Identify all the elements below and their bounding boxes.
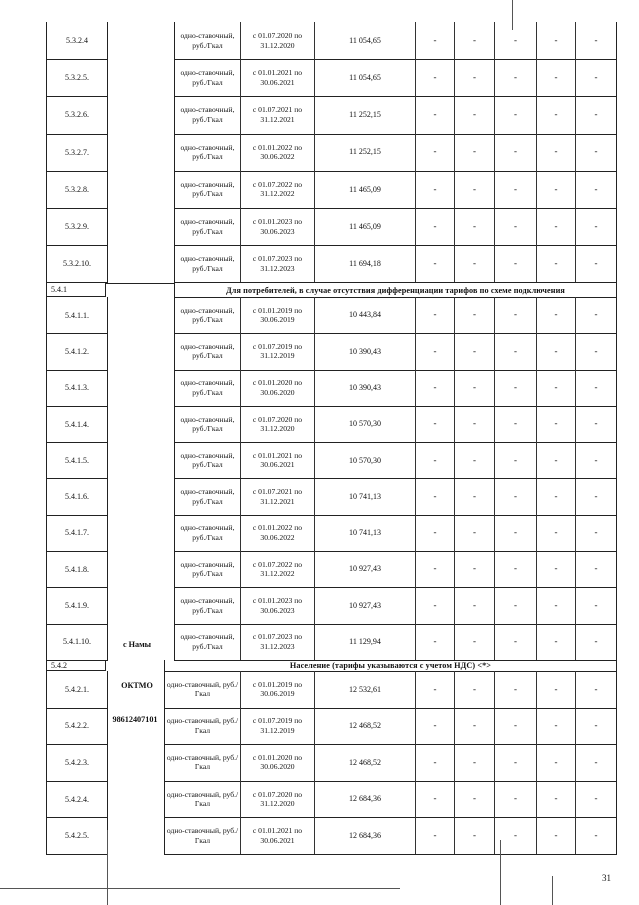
dash-cell: - <box>537 96 576 133</box>
dash-cell: - <box>455 587 495 623</box>
tariff-value: 10 570,30 <box>315 406 416 442</box>
dash-cell: - <box>537 245 576 282</box>
dash-cell: - <box>455 134 495 171</box>
dash-cell: - <box>537 587 576 623</box>
section-title: Население (тарифы указываются с учетом НДС) <*> <box>164 660 617 672</box>
row-code: 5.4.1.2. <box>46 333 108 370</box>
dash-cell: - <box>416 708 455 745</box>
dash-cell: - <box>495 297 537 333</box>
dash-cell: - <box>455 370 495 406</box>
dash-cell: - <box>455 96 495 133</box>
dash-cell: - <box>537 208 576 245</box>
tariff-period: с 01.01.2022 по 30.06.2022 <box>241 134 315 171</box>
scan-line <box>0 888 400 889</box>
tariff-type: одно-ставочный, руб./Гкал <box>175 551 241 587</box>
dash-cell: - <box>594 418 598 429</box>
dash-cell: - <box>416 587 455 623</box>
dash-cell: - <box>495 708 537 745</box>
table-row <box>174 22 617 60</box>
dash-cell: - <box>537 479 576 515</box>
table-row <box>174 479 617 516</box>
dash-cell: - <box>495 781 537 818</box>
dash-cell: - <box>594 258 598 269</box>
dash-cell: - <box>455 208 495 245</box>
dash-cell: - <box>416 59 455 96</box>
tariff-period: с 01.01.2023 по 30.06.2023 <box>241 587 315 623</box>
locality-label: с Намы <box>122 640 152 649</box>
dash-cell: - <box>455 624 495 660</box>
dash-cell: - <box>594 756 598 767</box>
dash-cell: - <box>537 551 576 587</box>
section-code: 5.4.2 <box>46 660 106 671</box>
table-row <box>174 406 617 443</box>
section-title: Для потребителей, в случае отсутствия дифференциации тарифов по схеме подключения <box>174 283 617 298</box>
dash-cell: - <box>537 442 576 478</box>
row-code: 5.4.1.4. <box>46 406 108 443</box>
dash-cell: - <box>594 381 598 392</box>
dash-cell: - <box>495 245 537 282</box>
table-row <box>164 817 617 855</box>
dash-cell: - <box>416 96 455 133</box>
tariff-period: с 01.01.2023 по 30.06.2023 <box>241 208 315 245</box>
dash-cell: - <box>455 333 495 369</box>
row-code: 5.4.2.5. <box>46 817 108 855</box>
row-code: 5.4.1.7. <box>46 515 108 552</box>
dash-cell: - <box>594 793 598 804</box>
tariff-value: 11 465,09 <box>315 208 416 245</box>
dash-cell: - <box>416 515 455 551</box>
dash-cell: - <box>416 208 455 245</box>
tariff-type: одно-ставочный, руб./Гкал <box>175 245 241 282</box>
scan-line <box>512 0 513 30</box>
dash-cell: - <box>416 134 455 171</box>
row-code: 5.4.1.8. <box>46 551 108 588</box>
oktmo-label: ОКТМО <box>121 681 153 690</box>
row-code: 5.3.2.4 <box>46 22 108 60</box>
tariff-value: 10 741,13 <box>315 479 416 515</box>
dash-cell: - <box>416 479 455 515</box>
dash-cell: - <box>594 829 598 840</box>
tariff-value: 10 927,43 <box>315 587 416 623</box>
tariff-type: одно-ставочный, руб./Гкал <box>175 333 241 369</box>
tariff-type: одно-ставочный, руб./Гкал <box>175 442 241 478</box>
table-row <box>174 245 617 283</box>
table-row <box>164 671 617 709</box>
dash-cell: - <box>455 297 495 333</box>
tariff-value: 11 054,65 <box>315 59 416 96</box>
tariff-value: 12 532,61 <box>315 671 416 708</box>
dash-cell: - <box>537 406 576 442</box>
dash-cell: - <box>495 551 537 587</box>
tariff-period: с 01.07.2019 по 31.12.2019 <box>241 708 315 745</box>
tariff-value: 11 252,15 <box>315 96 416 133</box>
scan-line <box>552 876 553 905</box>
row-code: 5.3.2.9. <box>46 208 108 246</box>
dash-cell: - <box>495 208 537 245</box>
tariff-period: с 01.01.2020 по 30.06.2020 <box>241 370 315 406</box>
table-row <box>174 96 617 134</box>
tariff-period: с 01.07.2021 по 31.12.2021 <box>241 479 315 515</box>
dash-cell: - <box>416 624 455 660</box>
table-row <box>174 370 617 407</box>
table-row <box>174 515 617 552</box>
dash-cell: - <box>416 297 455 333</box>
tariff-type: одно-ставочный, руб./Гкал <box>175 587 241 623</box>
tariff-value: 12 468,52 <box>315 708 416 745</box>
dash-cell: - <box>594 563 598 574</box>
tariff-period: с 01.01.2021 по 30.06.2021 <box>241 59 315 96</box>
dash-cell: - <box>594 683 598 694</box>
tariff-period: с 01.07.2023 по 31.12.2023 <box>241 624 315 660</box>
row-code: 5.4.2.1. <box>46 671 108 709</box>
dash-cell: - <box>594 345 598 356</box>
tariff-period: с 01.01.2019 по 30.06.2019 <box>241 671 315 708</box>
row-code: 5.3.2.8. <box>46 171 108 209</box>
dash-cell: - <box>594 183 598 194</box>
dash-cell: - <box>537 297 576 333</box>
tariff-period: с 01.07.2022 по 31.12.2022 <box>241 171 315 208</box>
tariff-period: с 01.07.2020 по 31.12.2020 <box>241 406 315 442</box>
dash-cell: - <box>455 22 495 59</box>
dash-cell: - <box>537 781 576 818</box>
tariff-period: с 01.01.2021 по 30.06.2021 <box>241 817 315 854</box>
row-code: 5.3.2.7. <box>46 134 108 172</box>
row-code: 5.4.2.2. <box>46 708 108 746</box>
tariff-type: одно-ставочный, руб./Гкал <box>175 134 241 171</box>
tariff-type: одно-ставочный, руб./Гкал <box>165 817 241 854</box>
dash-cell: - <box>537 370 576 406</box>
tariff-period: с 01.07.2020 по 31.12.2020 <box>241 781 315 818</box>
row-code: 5.4.2.4. <box>46 781 108 819</box>
page-number: 31 <box>602 873 611 883</box>
dash-cell: - <box>537 817 576 854</box>
row-code: 5.4.2.3. <box>46 744 108 782</box>
tariff-value: 11 054,65 <box>315 22 416 59</box>
dash-cell: - <box>594 490 598 501</box>
section-divider <box>106 283 174 284</box>
dash-cell: - <box>495 624 537 660</box>
dash-cell: - <box>495 515 537 551</box>
tariff-value: 10 443,84 <box>315 297 416 333</box>
dash-cell: - <box>537 708 576 745</box>
dash-cell: - <box>594 72 598 83</box>
dash-cell: - <box>455 406 495 442</box>
dash-cell: - <box>416 817 455 854</box>
tariff-value: 12 684,36 <box>315 817 416 854</box>
tariff-period: с 01.01.2020 по 30.06.2020 <box>241 744 315 781</box>
dash-cell: - <box>495 406 537 442</box>
dash-cell: - <box>537 134 576 171</box>
tariff-period: с 01.07.2023 по 31.12.2023 <box>241 245 315 282</box>
row-code: 5.3.2.6. <box>46 96 108 134</box>
table-row <box>174 587 617 624</box>
dash-cell: - <box>594 720 598 731</box>
dash-cell: - <box>416 171 455 208</box>
oktmo-code: 98612407101 <box>112 715 158 724</box>
row-code: 5.4.1.6. <box>46 479 108 516</box>
dash-cell: - <box>594 636 598 647</box>
tariff-period: с 01.01.2019 по 30.06.2019 <box>241 297 315 333</box>
dash-cell: - <box>537 59 576 96</box>
dash-cell: - <box>537 671 576 708</box>
tariff-value: 11 129,94 <box>315 624 416 660</box>
tariff-value: 10 390,43 <box>315 370 416 406</box>
dash-cell: - <box>495 744 537 781</box>
tariff-type: одно-ставочный, руб./Гкал <box>175 22 241 59</box>
dash-cell: - <box>495 333 537 369</box>
dash-cell: - <box>416 333 455 369</box>
tariff-type: одно-ставочный, руб./Гкал <box>175 479 241 515</box>
scan-line <box>500 840 501 905</box>
table-row <box>174 208 617 246</box>
dash-cell: - <box>455 781 495 818</box>
tariff-type: одно-ставочный, руб./Гкал <box>175 624 241 660</box>
tariff-period: с 01.07.2019 по 31.12.2019 <box>241 333 315 369</box>
dash-cell: - <box>594 34 598 45</box>
dash-cell: - <box>495 22 537 59</box>
dash-cell: - <box>537 624 576 660</box>
dash-cell: - <box>495 442 537 478</box>
dash-cell: - <box>416 551 455 587</box>
dash-cell: - <box>495 479 537 515</box>
row-code: 5.3.2.10. <box>46 245 108 283</box>
tariff-type: одно-ставочный, руб./Гкал <box>175 515 241 551</box>
dash-cell: - <box>455 59 495 96</box>
tariff-type: одно-ставочный, руб./Гкал <box>165 744 241 781</box>
table-row <box>174 333 617 370</box>
dash-cell: - <box>594 454 598 465</box>
dash-cell: - <box>416 370 455 406</box>
dash-cell: - <box>495 370 537 406</box>
dash-cell: - <box>537 744 576 781</box>
row-code: 5.4.1.3. <box>46 370 108 407</box>
dash-cell: - <box>416 406 455 442</box>
dash-cell: - <box>416 245 455 282</box>
table-row <box>164 781 617 819</box>
tariff-type: одно-ставочный, руб./Гкал <box>175 208 241 245</box>
tariff-type: одно-ставочный, руб./Гкал <box>165 708 241 745</box>
table-row <box>164 708 617 746</box>
dash-cell: - <box>455 551 495 587</box>
dash-cell: - <box>495 59 537 96</box>
tariff-value: 11 252,15 <box>315 134 416 171</box>
dash-cell: - <box>495 817 537 854</box>
dash-cell: - <box>416 781 455 818</box>
dash-cell: - <box>594 109 598 120</box>
dash-cell: - <box>416 744 455 781</box>
tariff-period: с 01.01.2022 по 30.06.2022 <box>241 515 315 551</box>
tariff-value: 10 741,13 <box>315 515 416 551</box>
dash-cell: - <box>594 527 598 538</box>
dash-cell: - <box>455 744 495 781</box>
table-row <box>174 442 617 479</box>
tariff-type: одно-ставочный, руб./Гкал <box>175 406 241 442</box>
tariff-value: 10 570,30 <box>315 442 416 478</box>
tariff-value: 11 694,18 <box>315 245 416 282</box>
table-row <box>174 624 617 661</box>
tariff-type: одно-ставочный, руб./Гкал <box>165 671 241 708</box>
dash-cell: - <box>455 171 495 208</box>
tariff-type: одно-ставочный, руб./Гкал <box>165 781 241 818</box>
tariff-period: с 01.01.2021 по 30.06.2021 <box>241 442 315 478</box>
dash-cell: - <box>537 22 576 59</box>
scan-line <box>107 830 108 905</box>
tariff-value: 12 468,52 <box>315 744 416 781</box>
dash-cell: - <box>594 599 598 610</box>
tariff-period: с 01.07.2021 по 31.12.2021 <box>241 96 315 133</box>
table-row <box>174 297 617 334</box>
dash-cell: - <box>416 22 455 59</box>
row-code: 5.4.1.10. <box>46 624 108 661</box>
dash-cell: - <box>455 245 495 282</box>
dash-cell: - <box>495 587 537 623</box>
tariff-period: с 01.07.2022 по 31.12.2022 <box>241 551 315 587</box>
tariff-period: с 01.07.2020 по 31.12.2020 <box>241 22 315 59</box>
table-row <box>174 59 617 97</box>
dash-cell: - <box>594 220 598 231</box>
tariff-value: 10 390,43 <box>315 333 416 369</box>
dash-cell: - <box>416 671 455 708</box>
tariff-value: 11 465,09 <box>315 171 416 208</box>
section-code: 5.4.1 <box>46 283 106 297</box>
table-row <box>174 171 617 209</box>
dash-cell: - <box>455 442 495 478</box>
dash-cell: - <box>495 171 537 208</box>
tariff-value: 10 927,43 <box>315 551 416 587</box>
dash-cell: - <box>416 442 455 478</box>
dash-cell: - <box>537 171 576 208</box>
dash-cell: - <box>495 134 537 171</box>
dash-cell: - <box>537 515 576 551</box>
dash-cell: - <box>495 671 537 708</box>
table-row <box>164 744 617 782</box>
row-code: 5.4.1.1. <box>46 297 108 334</box>
tariff-type: одно-ставочный, руб./Гкал <box>175 96 241 133</box>
row-code: 5.4.1.9. <box>46 587 108 624</box>
tariff-type: одно-ставочный, руб./Гкал <box>175 370 241 406</box>
table-row <box>174 134 617 172</box>
tariff-type: одно-ставочный, руб./Гкал <box>175 297 241 333</box>
dash-cell: - <box>455 515 495 551</box>
dash-cell: - <box>594 309 598 320</box>
dash-cell: - <box>455 817 495 854</box>
tariff-type: одно-ставочный, руб./Гкал <box>175 59 241 96</box>
dash-cell: - <box>455 479 495 515</box>
dash-cell: - <box>594 146 598 157</box>
dash-cell: - <box>455 708 495 745</box>
dash-cell: - <box>495 96 537 133</box>
dash-cell: - <box>455 671 495 708</box>
table-row <box>174 551 617 588</box>
tariff-type: одно-ставочный, руб./Гкал <box>175 171 241 208</box>
tariff-value: 12 684,36 <box>315 781 416 818</box>
row-code: 5.3.2.5. <box>46 59 108 97</box>
dash-cell: - <box>537 333 576 369</box>
row-code: 5.4.1.5. <box>46 442 108 479</box>
